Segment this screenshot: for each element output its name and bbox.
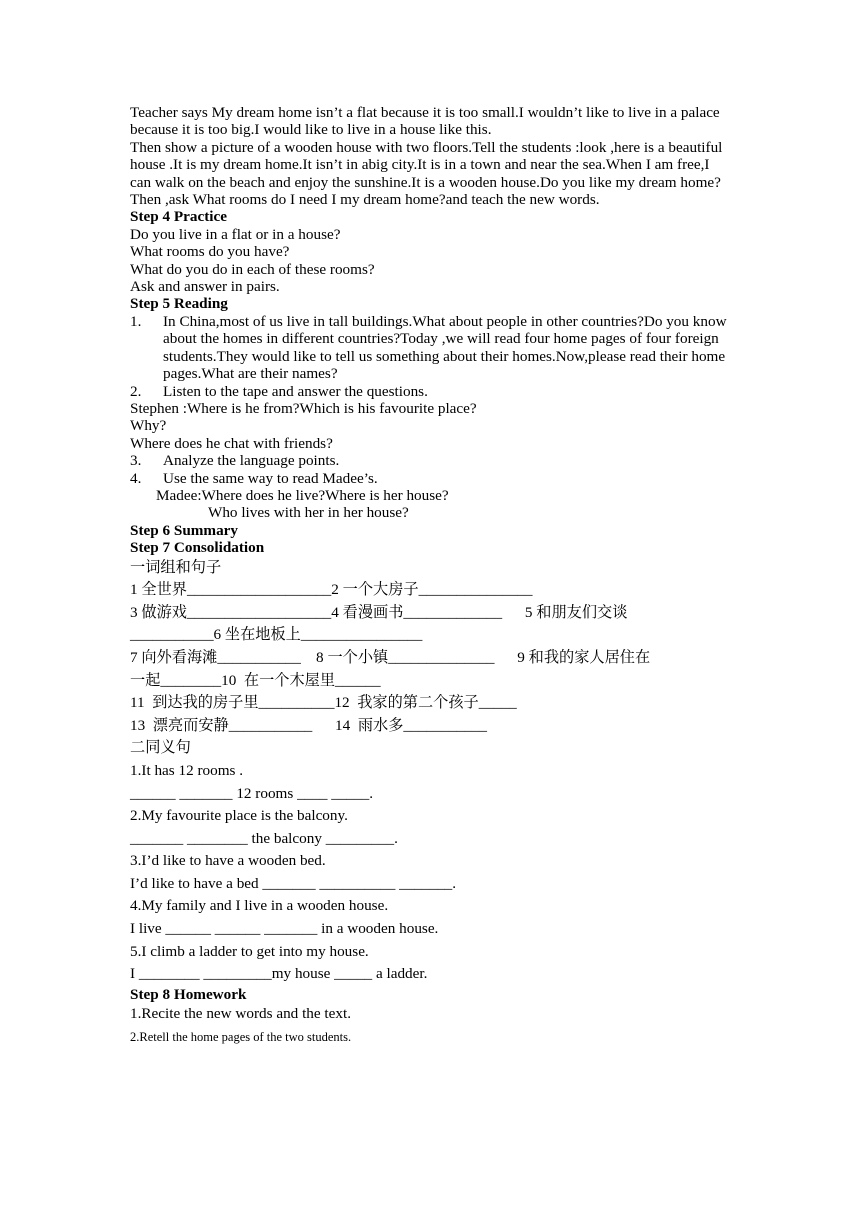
step4-heading: Step 4 Practice	[130, 208, 227, 226]
part1-title: 一词组和句子	[130, 558, 222, 576]
intro-paragraph-2: Then show a picture of a wooden house with two floors.Tell the students :look ,here is a beautiful house .It is my dream home.It isn’t in abig city.It is in a town and near the sea.When I am free,I can walk on the beach and enjoy the sunshine.It is a wooden house.Do you like my dream home?	[130, 138, 723, 191]
phrase-row-4: 7 向外看海滩___________ 8 一个小镇______________ 9 和我的家人居住在	[130, 648, 651, 666]
synonym-line-4: _______ ________ the balcony _________.	[130, 829, 398, 847]
stephen-question-1: Stephen :Where is he from?Which is his favourite place?	[130, 399, 477, 417]
phrase-row-2: 3 做游戏___________________4 看漫画书_____________ 5 和朋友们交谈	[130, 603, 628, 621]
intro-paragraph-3: Then ,ask What rooms do I need I my dream home?and teach the new words.	[130, 191, 600, 209]
phrase-row-5: 一起________10 在一个木屋里______	[130, 671, 381, 689]
list-text: Listen to the tape and answer the questions.	[163, 382, 428, 400]
step5-item-1	[130, 313, 730, 383]
list-number: 4.	[130, 469, 142, 487]
step5-heading: Step 5 Reading	[130, 295, 228, 313]
phrase-row-7: 13 漂亮而安静___________ 14 雨水多___________	[130, 716, 487, 734]
step4-line-2: What rooms do you have?	[130, 243, 290, 261]
list-number: 1.	[130, 312, 142, 330]
synonym-line-10: I ________ _________my house _____ a ladder.	[130, 965, 428, 983]
synonym-line-5: 3.I’d like to have a wooden bed.	[130, 852, 326, 870]
phrase-row-1: 1 全世界___________________2 一个大房子_______________	[130, 581, 533, 599]
synonym-line-3: 2.My favourite place is the balcony.	[130, 807, 348, 825]
synonym-line-1: 1.It has 12 rooms .	[130, 761, 244, 779]
intro-paragraph-1: Teacher says My dream home isn’t a flat because it is too small.I wouldn’t like to live in a palace because it is too big.I would like to live in a house like this.	[130, 104, 720, 139]
step4-line-3: What do you do in each of these rooms?	[130, 260, 375, 278]
stephen-question-2: Why?	[130, 417, 167, 435]
stephen-question-3: Where does he chat with friends?	[130, 434, 333, 452]
phrase-row-3: ___________6 坐在地板上________________	[130, 626, 423, 644]
synonym-line-7: 4.My family and I live in a wooden house.	[130, 897, 389, 915]
step4-line-4: Ask and answer in pairs.	[130, 278, 280, 296]
madee-question-1: Madee:Where does he live?Where is her house?	[156, 486, 449, 504]
step5-item-4	[130, 470, 730, 487]
step7-heading: Step 7 Consolidation	[130, 539, 265, 557]
synonym-line-9: 5.I climb a ladder to get into my house.	[130, 942, 369, 960]
list-text: Use the same way to read Madee’s.	[163, 469, 378, 487]
synonym-line-8: I live ______ ______ _______ in a wooden house.	[130, 920, 439, 938]
part2-title: 二同义句	[130, 739, 191, 757]
list-number: 2.	[130, 382, 142, 400]
synonym-line-2: ______ _______ 12 rooms ____ _____.	[130, 784, 373, 802]
step8-heading: Step 8 Homework	[130, 985, 247, 1003]
homework-line-2: 2.Retell the home pages of the two students.	[130, 1029, 352, 1044]
list-text: Analyze the language points.	[163, 452, 340, 470]
step5-item-2	[130, 383, 730, 400]
step6-heading: Step 6 Summary	[130, 521, 239, 539]
madee-question-2: Who lives with her in her house?	[208, 504, 409, 522]
synonym-line-6: I’d like to have a bed _______ __________ _______.	[130, 874, 457, 892]
list-text: In China,most of us live in tall buildings.What about people in other countries?Do you know about the homes in different countries?Today ,we will read four home pages of four foreign students.They would like to tell us something about their homes.Now,please read their home pages.What are their names?	[163, 312, 727, 383]
step5-item-3	[130, 452, 730, 469]
phrase-row-6: 11 到达我的房子里__________12 我家的第二个孩子_____	[130, 694, 517, 712]
list-number: 3.	[130, 452, 142, 470]
lesson-plan-document	[130, 104, 730, 1048]
homework-line-1: 1.Recite the new words and the text.	[130, 1005, 351, 1023]
step4-line-1: Do you live in a flat or in a house?	[130, 225, 341, 243]
